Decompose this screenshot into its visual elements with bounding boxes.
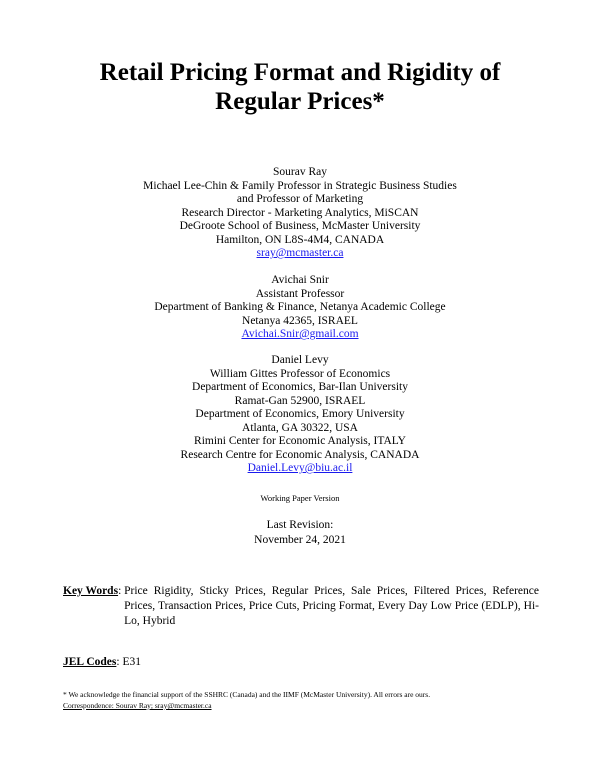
jel-section: JEL Codes: E31 — [63, 656, 141, 668]
footnote — [63, 689, 430, 711]
author-block-levy — [0, 354, 600, 476]
keywords-text: Price Rigidity, Sticky Prices, Regular Prices, Sale Prices, Filtered Prices, Reference Prices, Transaction Prices, Price Cuts, Pricing Format, Every Day Low Price (EDLP), Hi-Lo, Hybrid — [124, 585, 539, 627]
author-address: Atlanta, GA 30322, USA — [242, 421, 358, 434]
author-address: Ramat-Gan 52900, ISRAEL — [234, 394, 366, 407]
author-email-link[interactable]: Daniel.Levy@biu.ac.il — [247, 462, 353, 474]
revision-date: November 24, 2021 — [254, 534, 346, 546]
jel-label: JEL Codes — [63, 656, 117, 668]
revision-block — [0, 518, 600, 548]
author-affiliation: Michael Lee-Chin & Family Professor in Strategic Business Studies — [143, 179, 457, 192]
author-name: Daniel Levy — [271, 354, 329, 366]
author-affiliation: Department of Banking & Finance, Netanya Academic College — [154, 301, 446, 313]
author-email-link[interactable]: Avichai.Snir@gmail.com — [241, 328, 359, 340]
author-affiliation: William Gittes Professor of Economics — [209, 367, 391, 380]
author-address: Netanya 42365, ISRAEL — [242, 314, 358, 327]
author-email-link[interactable]: sray@mcmaster.ca — [256, 247, 344, 259]
author-affiliation: Research Centre for Economic Analysis, CANADA — [180, 448, 420, 461]
author-block-ray — [0, 166, 600, 261]
keywords-label: Key Words — [63, 585, 119, 597]
author-affiliation: Department of Economics, Bar-Ilan University — [192, 381, 408, 393]
footnote-acknowledgement: * We acknowledge the financial support of the SSHRC (Canada) and the IIMF (McMaster University). All errors are ours. — [63, 690, 431, 699]
title-line-1: Retail Pricing Format and Rigidity of — [99, 59, 501, 86]
keywords-section: Key Words : Price Rigidity, Sticky Prices, Regular Prices, Sale Prices, Filtered Prices, Reference Prices, Transaction Prices, Price Cuts, Pricing Format, Every Day Low Price (EDLP), Hi-Lo, Hybrid — [63, 585, 539, 627]
correspondence-link[interactable]: Correspondence: Sourav Ray; sray@mcmaster.ca — [63, 701, 212, 710]
title-line-2: Regular Prices* — [215, 88, 385, 115]
author-name: Avichai Snir — [271, 274, 329, 286]
author-address: Hamilton, ON L8S-4M4, CANADA — [215, 233, 385, 246]
author-affiliation: Research Director - Marketing Analytics, MiSCAN — [181, 206, 419, 219]
author-affiliation: Assistant Professor — [255, 287, 345, 300]
paper-title — [0, 58, 600, 116]
author-affiliation: DeGroote School of Business, McMaster University — [179, 220, 421, 232]
author-affiliation: Rimini Center for Economic Analysis, ITALY — [194, 435, 406, 447]
jel-value: E31 — [122, 656, 141, 668]
author-affiliation: and Professor of Marketing — [236, 193, 364, 205]
revision-label: Last Revision: — [266, 519, 334, 531]
author-block-snir — [0, 274, 600, 342]
working-paper-label: Working Paper Version — [260, 493, 340, 503]
author-affiliation: Department of Economics, Emory University — [195, 408, 405, 420]
author-name: Sourav Ray — [273, 166, 327, 178]
